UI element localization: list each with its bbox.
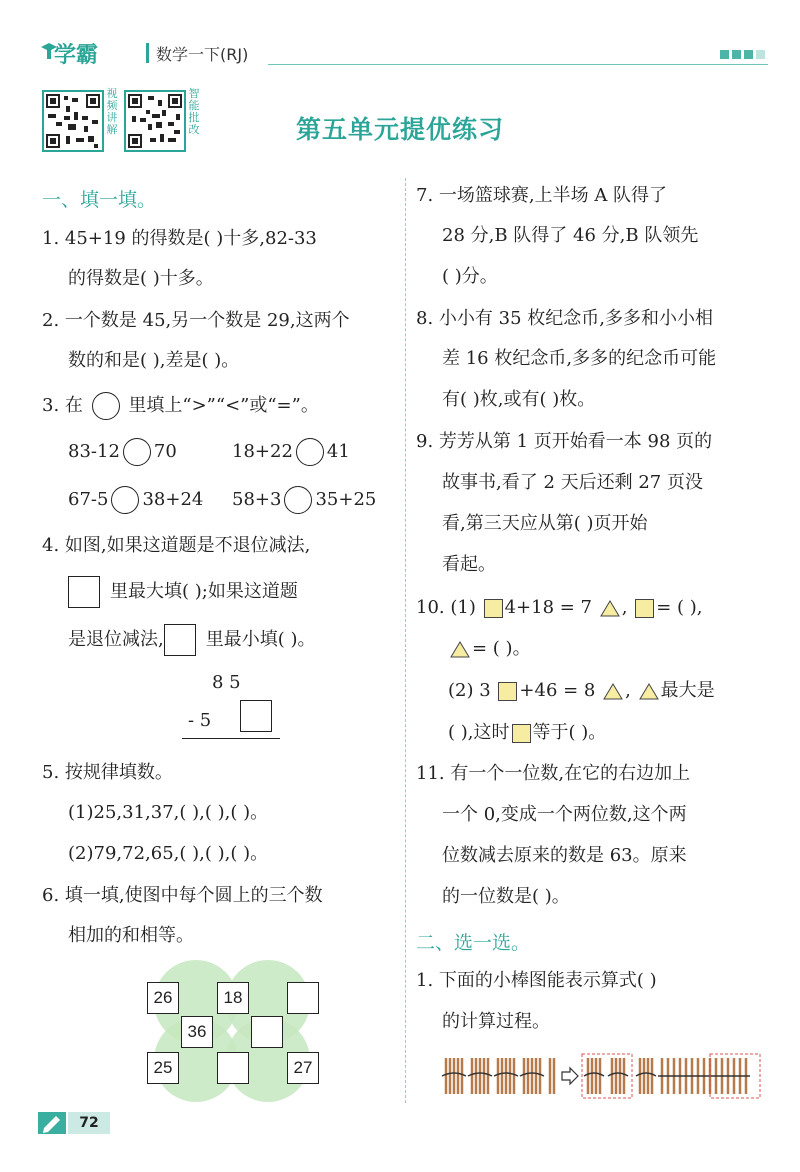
q6-line2: 相加的和相等。 — [68, 925, 194, 946]
arrow-right-icon — [562, 1068, 578, 1084]
qr-code-video[interactable] — [42, 90, 104, 152]
q4-vertical-rule — [182, 738, 280, 739]
compare-circle[interactable] — [284, 486, 312, 514]
q10-line3 — [448, 680, 715, 702]
q11-line3: 位数减去原来的数是 63。原来 — [442, 845, 687, 866]
q9-line2: 故事书,看了 2 天后还剩 27 页没 — [442, 472, 703, 493]
yellow-triangle-icon — [450, 641, 470, 658]
q7-line2: 28 分,B 队得了 46 分,B 队领先 — [442, 225, 699, 246]
q1-line2: 的得数是( )十多。 — [68, 268, 214, 289]
q11-line4: 的一位数是( )。 — [442, 886, 570, 907]
q11-line1: 11. 有一个一位数,在它的右边加上 — [416, 763, 691, 784]
q2-line1: 2. 一个数是 45,另一个数是 29,这两个 — [42, 310, 350, 331]
header-square-icon — [720, 50, 729, 59]
q3-expr: 35+25 — [315, 489, 377, 510]
q3-row1-right — [232, 438, 350, 466]
q10-answer: = ( ), — [656, 597, 703, 618]
section-heading-fill: 一、填一填。 — [42, 189, 157, 211]
stick-bundles-left — [446, 1058, 554, 1094]
qr-code-grading[interactable] — [124, 90, 186, 152]
s2-q1-line2: 的计算过程。 — [442, 1011, 550, 1032]
q5-line3: (2)79,72,65,( ),( ),( )。 — [68, 843, 269, 864]
q3-expr: 41 — [326, 441, 350, 462]
q4-line3-a: 是退位减法, — [68, 629, 164, 650]
header-square-icon — [756, 50, 765, 59]
diagram-answer-box[interactable] — [251, 1016, 283, 1048]
compare-circle[interactable] — [296, 438, 324, 466]
column-divider — [405, 178, 406, 1103]
diagram-answer-box[interactable] — [287, 982, 319, 1014]
q10-line4 — [448, 722, 606, 744]
yellow-square-icon — [512, 724, 531, 743]
page-title: 第五单元提优练习 — [296, 115, 505, 144]
header-square-icon — [744, 50, 753, 59]
q10-expr: +46 = 8 — [519, 680, 596, 701]
page-header — [40, 38, 768, 68]
q10-line1 — [416, 597, 703, 619]
q8-line3: 有( )枚,或有( )枚。 — [442, 389, 596, 410]
q10-part2: (2) 3 — [448, 680, 491, 701]
diagram-number-box: 26 — [147, 982, 179, 1014]
q8-line2: 差 16 枚纪念币,多多的纪念币可能 — [442, 348, 717, 369]
pencil-icon — [38, 1112, 66, 1134]
q3-row1-left — [68, 438, 177, 466]
compare-circle[interactable] — [111, 486, 139, 514]
logo-divider — [146, 43, 149, 63]
q4-line3 — [68, 624, 316, 656]
q11-line2: 一个 0,变成一个两位数,这个两 — [442, 804, 687, 825]
q3-expr: 83-12 — [68, 441, 120, 462]
q9-line3: 看,第三天应从第( )页开始 — [442, 513, 648, 534]
compare-circle[interactable] — [123, 438, 151, 466]
q9-line4: 看起。 — [442, 554, 496, 575]
diagram-number-box: 25 — [147, 1052, 179, 1084]
q3-expr: 70 — [153, 441, 177, 462]
q2-line2: 数的和是( ),差是( )。 — [68, 350, 240, 371]
q10-expr: 4+18 = 7 — [504, 597, 593, 618]
q10-comma: , — [625, 680, 631, 701]
q10-line2 — [448, 638, 531, 660]
yellow-triangle-icon — [639, 683, 659, 700]
section-heading-choose: 二、选一选。 — [416, 932, 531, 954]
yellow-square-icon — [498, 682, 517, 701]
compare-circle[interactable] — [92, 392, 120, 420]
q5-line1: 5. 按规律填数。 — [42, 762, 173, 783]
qr-label-video: 视频讲解 — [106, 87, 118, 136]
answer-box[interactable] — [164, 624, 196, 656]
stick-bundle-diagram — [440, 1050, 770, 1102]
q1-line1: 1. 45+19 的得数是( )十多,82-33 — [42, 228, 317, 249]
q4-line2-text: 里最大填( );如果这道题 — [110, 581, 298, 602]
diagram-number-box: 27 — [287, 1052, 319, 1084]
book-title: 数学一下(RJ) — [156, 45, 249, 64]
yellow-square-icon — [484, 599, 503, 618]
header-rule — [268, 64, 768, 65]
q10-answer: = ( )。 — [472, 638, 531, 659]
q3-row2-right — [232, 486, 376, 514]
yellow-triangle-icon — [600, 600, 620, 617]
page-number: 72 — [68, 1112, 110, 1134]
q3-intro-a: 3. 在 — [42, 395, 83, 416]
q3-expr: 38+24 — [142, 489, 204, 510]
q10-comma: , — [621, 597, 628, 618]
q9-line1: 9. 芳芳从第 1 页开始看一本 98 页的 — [416, 431, 713, 452]
q5-line2: (1)25,31,37,( ),( ),( )。 — [68, 802, 269, 823]
q10-label: 10. (1) — [416, 597, 476, 618]
q3-intro-b: 里填上“>”“<”或“=”。 — [128, 395, 319, 416]
yellow-triangle-icon — [603, 683, 623, 700]
q3-expr: 67-5 — [68, 489, 109, 510]
q3-intro — [42, 392, 319, 420]
qr-code-icon — [126, 92, 184, 150]
header-square-icon — [732, 50, 741, 59]
q3-row2-left — [68, 486, 203, 514]
qr-label-grading: 智能批改 — [188, 87, 200, 136]
qr-code-icon — [44, 92, 102, 150]
q6-line1: 6. 填一填,使图中每个圆上的三个数 — [42, 885, 323, 906]
q10-answer: 等于( )。 — [532, 722, 607, 743]
q4-line1: 4. 如图,如果这道题是不退位减法, — [42, 535, 311, 556]
q10-text: 最大是 — [660, 680, 715, 701]
q4-line3-b: 里最小填( )。 — [205, 629, 316, 650]
q4-vertical-bottom: - 5 — [188, 710, 212, 731]
diagram-number-box: 36 — [181, 1016, 213, 1048]
q4-line2 — [68, 576, 298, 608]
footer-badge — [38, 1112, 66, 1134]
diagram-answer-box[interactable] — [217, 1052, 249, 1084]
q7-line1: 7. 一场篮球赛,上半场 A 队得了 — [416, 185, 668, 206]
q4-digit-box[interactable] — [240, 700, 272, 732]
q3-expr: 18+22 — [232, 441, 293, 462]
yellow-square-icon — [635, 599, 654, 618]
answer-box[interactable] — [68, 576, 100, 608]
diagram-number-box: 18 — [217, 982, 249, 1014]
s2-q1-line1: 1. 下面的小棒图能表示算式( ) — [416, 970, 657, 991]
q4-vertical-top: 8 5 — [212, 672, 241, 693]
brand-logo: 学霸 — [54, 43, 99, 68]
q7-line3: ( )分。 — [442, 266, 498, 287]
q10-answer: ( ),这时 — [448, 722, 510, 743]
q8-line1: 8. 小小有 35 枚纪念币,多多和小小相 — [416, 308, 713, 329]
q3-expr: 58+3 — [232, 489, 282, 510]
